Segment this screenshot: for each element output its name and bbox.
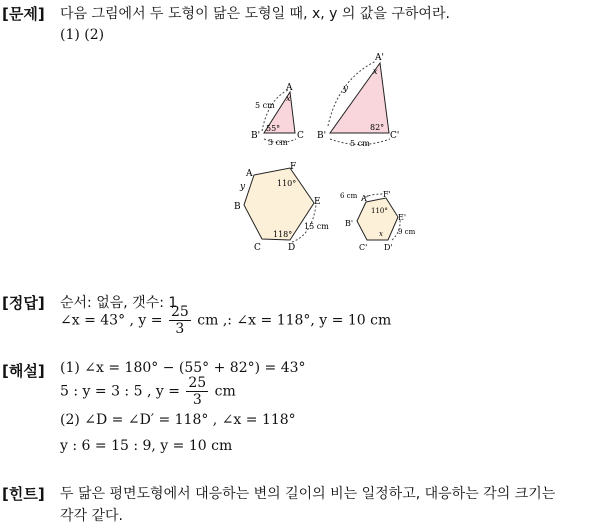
large-tri-x: x [373, 67, 378, 76]
explanation-fraction [186, 376, 208, 407]
hex-small-C: C' [359, 243, 368, 252]
hex-small-side: 9 cm [398, 228, 416, 236]
problem-parts: (1) (2) [60, 27, 105, 43]
small-tri-x: x [286, 94, 291, 103]
large-tri-B: B' [317, 131, 327, 141]
large-tri-angle: 82° [370, 123, 385, 132]
small-tri-side: 5 cm [255, 101, 275, 110]
figure-diagram [0, 45, 592, 305]
large-hexagon [234, 162, 329, 253]
hex-small-x: x [379, 230, 383, 238]
hex-small-E: E' [398, 213, 407, 222]
small-tri-B: B' [251, 131, 261, 141]
large-tri-base: 5 cm [350, 139, 370, 148]
explanation-line2b: cm [210, 383, 236, 400]
small-tri-A: A [286, 83, 293, 93]
hex-small-F: F' [383, 190, 391, 199]
hex-A: A [246, 169, 253, 179]
large-tri-A: A' [375, 53, 384, 63]
hex-small-top: 6 cm [340, 192, 358, 200]
hex-small-angle: 110° [371, 207, 388, 215]
hex-B: B [234, 202, 241, 212]
large-tri-y: y [343, 84, 349, 94]
explanation-line2a: 5 : y = 3 : 5 , y = [60, 383, 185, 400]
explanation-line3: (2) ∠D = ∠D′ = 118° , ∠x = 118° [60, 412, 296, 428]
problem-tag: [문제] [2, 5, 45, 23]
answer-line2 [60, 305, 391, 336]
small-tri-C: C [297, 131, 304, 141]
small-tri-angle: 55° [266, 124, 281, 133]
hex-small-A: A' [361, 194, 369, 203]
hint-line2: 각각 같다. [60, 508, 123, 524]
answer-line2b: cm ,: ∠x = 118°, y = 10 cm [192, 312, 392, 329]
hex-y: y [240, 182, 246, 192]
hex-D: D [288, 243, 296, 253]
answer-line1: 순서: 없음, 갯수: 1 [60, 295, 178, 311]
hex-angle2: 118° [273, 230, 293, 239]
answer-fraction [169, 305, 191, 336]
large-triangle [317, 53, 399, 148]
hex-small-B: B' [345, 219, 354, 228]
problem-question: 다음 그림에서 두 도형이 닮은 도형일 때, x, y 의 값을 구하여라. [60, 6, 450, 22]
answer-frac-den: 3 [175, 321, 185, 337]
explanation-tag: [해설] [2, 362, 45, 380]
hex-C: C [254, 243, 261, 253]
hint-line1: 두 닮은 평면도형에서 대응하는 변의 길이의 비는 일정하고, 대응하는 각의 크기는 [60, 486, 556, 502]
explanation-line1: (1) ∠x = 180° − (55° + 82°) = 43° [60, 360, 306, 376]
hex-E: E [314, 197, 321, 207]
answer-frac-num: 25 [170, 304, 189, 320]
explanation-frac-den: 3 [192, 392, 202, 408]
small-hexagon [340, 190, 416, 252]
explanation-frac-num: 25 [188, 375, 207, 391]
small-tri-base: 3 cm [268, 138, 288, 147]
hex-side: 15 cm [304, 222, 329, 231]
large-tri-C: C' [390, 131, 400, 141]
answer-tag: [정답] [2, 294, 45, 312]
answer-line2a: ∠x = 43° , y = [60, 312, 167, 329]
hex-small-D: D' [384, 243, 393, 252]
hex-angle: 110° [277, 179, 297, 188]
hint-tag: [힌트] [2, 485, 45, 503]
small-triangle [251, 83, 304, 147]
explanation-line2 [60, 376, 236, 407]
explanation-line4: y : 6 = 15 : 9, y = 10 cm [60, 438, 233, 454]
hex-F: F [290, 162, 297, 172]
